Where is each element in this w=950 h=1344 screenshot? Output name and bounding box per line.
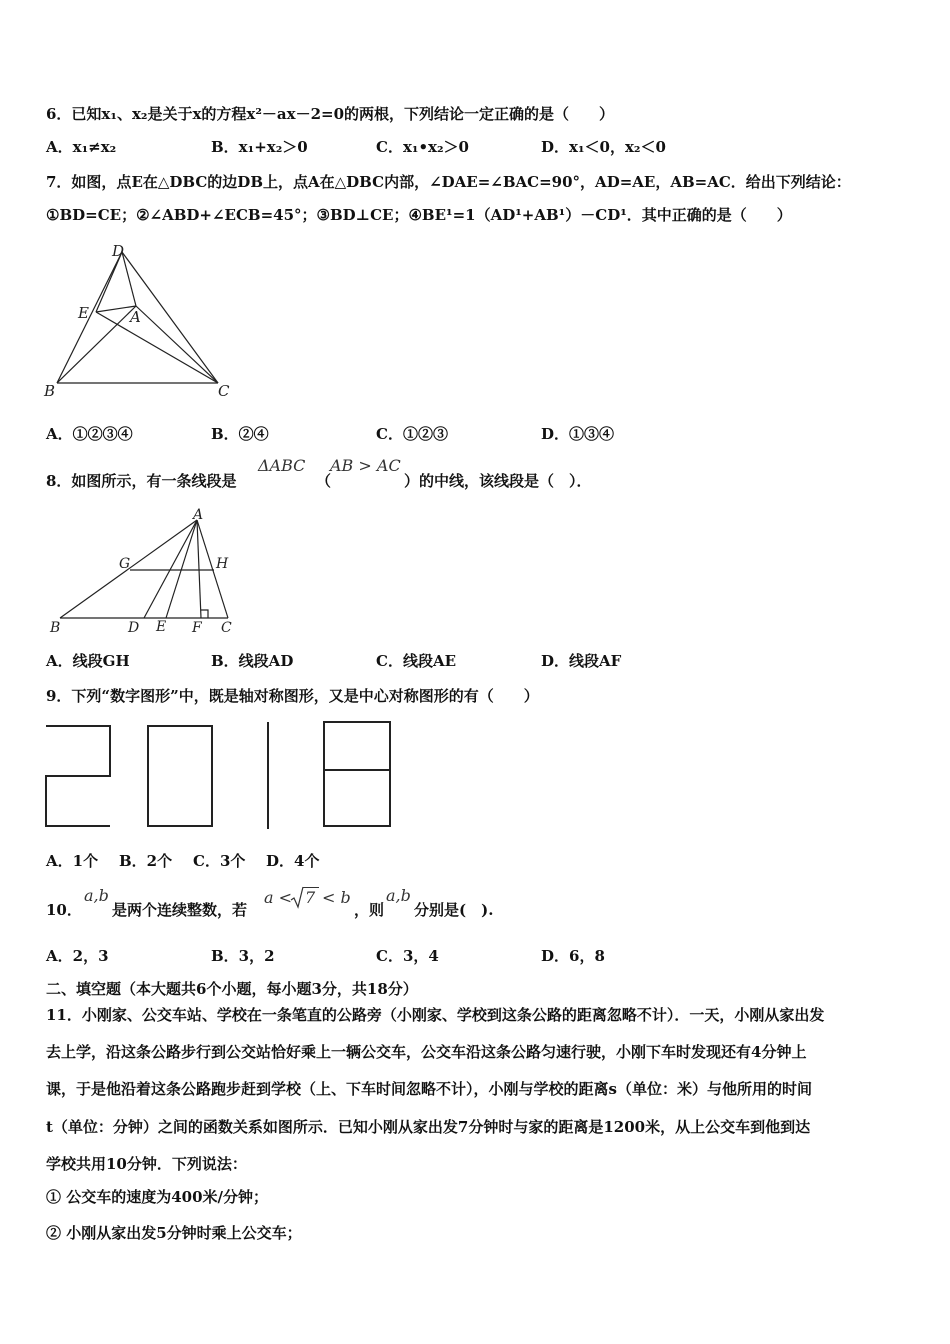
q6-options — [46, 136, 926, 158]
q7-label-b: B — [44, 382, 56, 400]
q8-label-g: G — [119, 556, 131, 572]
q7-stem-line1: 7．如图，点E在△DBC的边DB上，点A在△DBC内部，∠DAE=∠BAC=90°，AD=AE，AB=AC．给出下列结论： — [46, 173, 851, 191]
q7-label-c: C — [218, 382, 230, 400]
q7-option-d[interactable]: D．①③④ — [541, 425, 615, 443]
q8-option-c[interactable]: C．线段AE — [376, 652, 457, 670]
q9-option-c[interactable]: C．3个 — [193, 852, 246, 870]
q8-stem-end: ）的中线，该线段是（ ）． — [404, 472, 592, 490]
q8-label-d: D — [128, 620, 140, 636]
q8-math-condition: AB > AC — [330, 456, 401, 475]
q8-figure — [42, 506, 252, 641]
q11-line-5: 学校共用10分钟．下列说法： — [46, 1155, 247, 1173]
q11-line-4: t（单位：分钟）之间的函数关系如图所示．已知小刚从家出发7分钟时与家的距离是1200米，从上公交车到他到达 — [46, 1118, 811, 1136]
q9-option-b[interactable]: B．2个 — [119, 852, 173, 870]
q10-option-b[interactable]: B．3，2 — [211, 947, 275, 965]
q11-line-3: 课，于是他沿着这条公路跑步赶到学校（上、下车时间忽略不计），小刚与学校的距离s（单位：米）与他所用的时间 — [46, 1080, 812, 1098]
q9-options — [46, 850, 926, 872]
q10-math-ineq-right: < b — [322, 888, 351, 907]
q8-option-a[interactable]: A．线段GH — [46, 652, 130, 670]
q6-stem: 6．已知x₁、x₂是关于x的方程x²－ax－2=0的两根，下列结论一定正确的是（ ） — [46, 105, 615, 123]
q8-label-b: B — [50, 620, 61, 636]
q10-option-c[interactable]: C．3，4 — [376, 947, 439, 965]
q7-seg-ac — [136, 306, 218, 383]
q8-label-f: F — [192, 620, 202, 636]
q6-option-c[interactable]: C．x₁•x₂＞0 — [376, 138, 469, 156]
q8-option-b[interactable]: B．线段AD — [211, 652, 294, 670]
q9-figure-background — [40, 714, 395, 832]
q7-seg-da — [122, 252, 136, 306]
q8-options — [46, 650, 926, 672]
q10-text-1: 是两个连续整数，若 — [112, 901, 248, 919]
q10-math-ab: a,b — [84, 886, 109, 905]
q10-math-ab-2: a,b — [386, 886, 411, 905]
q7-option-a[interactable]: A．①②③④ — [46, 425, 133, 443]
q8-label-c: C — [221, 620, 232, 636]
q7-option-c[interactable]: C．①②③ — [376, 425, 448, 443]
q10-math-sqrt-number: 7 — [305, 888, 316, 907]
q10-options — [46, 945, 926, 967]
q10-math-ineq-left: a < — [264, 888, 293, 907]
q9-stem: 9．下列“数字图形”中，既是轴对称图形，又是中心对称图形的有（ ） — [46, 687, 539, 705]
q7-figure — [40, 240, 240, 400]
section-2-title: 二、填空题（本大题共6个小题，每小题3分，共18分） — [46, 980, 418, 998]
q10-number: 10． — [46, 901, 82, 919]
q8-right-angle-mark — [201, 610, 208, 618]
q7-seg-ec — [96, 312, 218, 383]
q6-option-b[interactable]: B．x₁+x₂＞0 — [211, 138, 308, 156]
q11-line-2: 去上学，沿这条公路步行到公交站恰好乘上一辆公交车，公交车沿这条公路匀速行驶，小刚下车时发现还有4分钟上 — [46, 1043, 807, 1061]
q7-seg-db — [57, 252, 122, 383]
q7-stem-line2: ①BD=CE；②∠ABD+∠ECB=45°；③BD⊥CE；④BE¹=1（AD¹+AB¹）－CD¹．其中正确的是（ ） — [46, 206, 792, 224]
q8-paren-open: （ — [316, 472, 332, 490]
q7-label-e: E — [78, 304, 89, 322]
q7-label-a: A — [130, 308, 141, 326]
q7-options — [46, 423, 926, 445]
q8-math-triangle: ΔABC — [258, 456, 306, 475]
q10-text-2: ，则 — [354, 901, 385, 919]
q6-option-a[interactable]: A．x₁≠x₂ — [46, 138, 117, 156]
q9-option-a[interactable]: A．1个 — [46, 852, 99, 870]
q10-sqrt-icon — [290, 886, 304, 910]
q8-label-e: E — [156, 619, 167, 635]
q11-item-2: ② 小刚从家出发5分钟时乘上公交车； — [46, 1224, 302, 1242]
q10-option-a[interactable]: A．2，3 — [46, 947, 109, 965]
q9-digit-figures — [40, 714, 400, 834]
q8-label-h: H — [216, 556, 229, 572]
q7-seg-de — [96, 252, 122, 312]
q11-item-1: ① 公交车的速度为400米/分钟； — [46, 1188, 269, 1206]
q7-label-d: D — [112, 242, 125, 260]
q8-seg-af — [197, 520, 201, 618]
q8-stem-start: 8．如图所示，有一条线段是 — [46, 472, 237, 490]
q10-text-3: 分别是( ). — [414, 901, 494, 919]
q6-option-d[interactable]: D．x₁＜0，x₂＜0 — [541, 138, 666, 156]
q10-option-d[interactable]: D．6，8 — [541, 947, 605, 965]
q8-option-d[interactable]: D．线段AF — [541, 652, 622, 670]
q11-line-1: 11．小刚家、公交车站、学校在一条笔直的公路旁（小刚家、学校到这条公路的距离忽略不计）．一天，小刚从家出发 — [46, 1006, 825, 1024]
q8-label-a: A — [193, 507, 204, 523]
q9-option-d[interactable]: D．4个 — [266, 852, 320, 870]
q7-seg-ab — [57, 306, 136, 383]
q7-option-b[interactable]: B．②④ — [211, 425, 269, 443]
